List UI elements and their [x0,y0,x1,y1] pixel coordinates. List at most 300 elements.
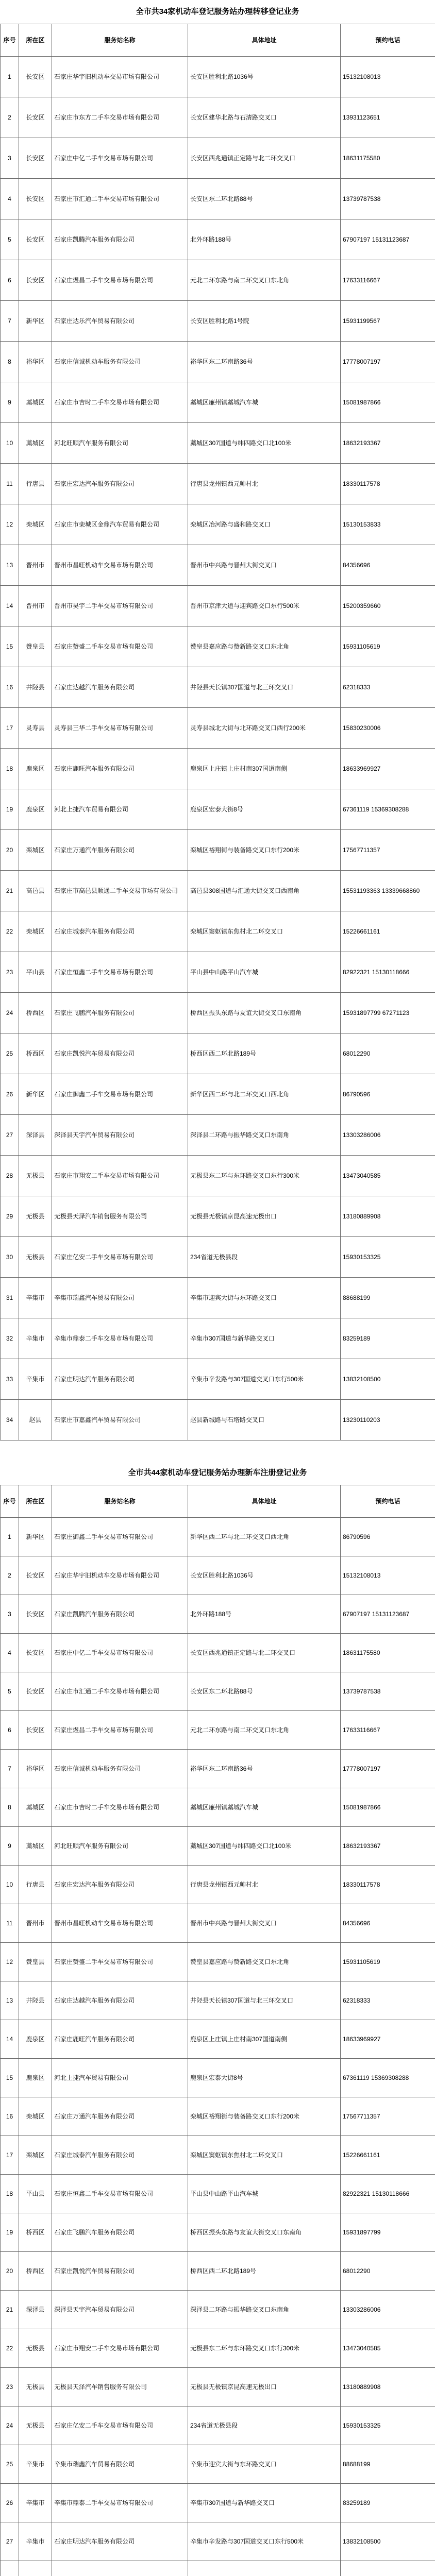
cell-no: 15 [1,2059,19,2097]
cell-address: 新华区西二环与北二环交叉口西北角 [188,1518,341,1556]
cell-address: 长安区胜利北路1号院 [188,301,341,342]
cell-name: 石家庄飞鹏汽车服务有限公司 [52,2213,188,2252]
table-row [1,423,435,464]
cell-no: 23 [1,2368,19,2406]
cell-name: 辛集市瑞鑫汽车贸易有限公司 [52,1278,188,1318]
cell-no: 18 [1,2175,19,2213]
cell-no: 23 [1,952,19,993]
table-row [1,179,435,219]
table-row [1,2561,435,2576]
cell-district: 平山县 [19,952,52,993]
cell-phone: 62318333 [341,667,435,708]
cell-address: 平山县中山路平山汽车城 [188,952,341,993]
cell-address: 无极县东二环与东环路交叉口东行300米 [188,2329,341,2368]
cell-phone: 88688199 [341,1278,435,1318]
cell-address: 234省道无极县段 [188,2406,341,2445]
cell-phone: 13303286006 [341,1115,435,1156]
cell-phone: 13180889908 [341,1196,435,1237]
cell-no: 9 [1,382,19,423]
cell-district: 栾城区 [19,911,52,952]
cell-no: 31 [1,1278,19,1318]
cell-phone: 62318333 [341,1981,435,2020]
cell-name: 石家庄市东方二手车交易市场有限公司 [52,97,188,138]
cell-name: 石家庄达越汽车服务有限公司 [52,667,188,708]
cell-address: 桥西区西二环北路189号 [188,1033,341,1074]
table-row [1,586,435,626]
cell-name: 石家庄中亿二手车交易市场有限公司 [52,1634,188,1672]
cell-phone: 83259189 [341,1318,435,1359]
table2-title: 全市共44家机动车登记服务站办理新车注册登记业务 [128,1468,307,1477]
cell-phone: 17778007197 [341,1750,435,1788]
cell-district: 长安区 [19,1672,52,1711]
cell-district: 辛集市 [19,2522,52,2561]
cell-name: 石家庄凯腾汽车服务有限公司 [52,1595,188,1634]
cell-no: 7 [1,1750,19,1788]
cell-name: 晋州市昊宇二手车交易市场有限公司 [52,586,188,626]
cell-no: 16 [1,667,19,708]
cell-name: 石家庄明达汽车服务有限公司 [52,1359,188,1400]
cell-district: 长安区 [19,1634,52,1672]
table2-body [1,1518,435,2576]
cell-district: 鹿泉区 [19,2020,52,2059]
cell-name: 深泽县天宇汽车贸易有限公司 [52,2291,188,2329]
cell-name: 石家庄凯腾汽车服务有限公司 [52,219,188,260]
cell-no: 16 [1,2097,19,2136]
cell-address: 元北二环东路与南二环交叉口东北角 [188,260,341,301]
cell-address: 无极县无极镇京昆高速无极出口 [188,1196,341,1237]
cell-name: 石家庄市高邑县顺通二手车交易市场有限公司 [52,871,188,911]
table-row [1,464,435,504]
cell-name: 石家庄明达汽车服务有限公司 [52,2522,188,2561]
cell-address: 长安区西兆通镇正定路与北二环交叉口 [188,138,341,179]
cell-district: 深泽县 [19,1115,52,1156]
cell-no: 20 [1,2252,19,2291]
cell-phone: 15226661161 [341,2136,435,2175]
cell-name: 石家庄恒鑫二手车交易市场有限公司 [52,952,188,993]
cell-no: 15 [1,626,19,667]
table-header-row [1,24,435,57]
cell-phone: 18633969927 [341,2020,435,2059]
cell-address: 桥西区西二环北路189号 [188,2252,341,2291]
cell-phone: 18631175580 [341,1634,435,1672]
cell-no: 12 [1,1943,19,1981]
table-row [1,830,435,871]
cell-district: 长安区 [19,57,52,97]
cell-district: 灵寿县 [19,708,52,749]
cell-name: 石家庄鹿旺汽车服务有限公司 [52,2020,188,2059]
cell-address: 新华区西二环与北二环交叉口西北角 [188,1074,341,1115]
cell-name: 石家庄煜昌二手车交易市场有限公司 [52,1711,188,1750]
cell-no: 11 [1,464,19,504]
cell-address: 赵县新城路与石塔路交叉口 [188,1400,341,1440]
cell-no: 11 [1,1904,19,1943]
cell-address: 桥西区振头东路与友谊大街交叉口东南角 [188,993,341,1033]
cell-name: 河北上捷汽车贸易有限公司 [52,2059,188,2097]
cell-name: 石家庄华宇旧机动车交易市场有限公司 [52,1556,188,1595]
cell-district: 赵县 [19,1400,52,1440]
cell-district: 长安区 [19,97,52,138]
cell-address: 无极县无极镇京昆高速无极出口 [188,2368,341,2406]
cell-address: 裕华区东二环南路36号 [188,1750,341,1788]
cell-phone: 15931105619 [341,626,435,667]
cell-district: 辛集市 [19,2484,52,2522]
table-row [1,626,435,667]
cell-district: 新华区 [19,1074,52,1115]
cell-name: 无极县天泽汽车销售服务有限公司 [52,1196,188,1237]
table-row [1,138,435,179]
cell-phone: 17567711357 [341,2097,435,2136]
cell-address: 赞皇县嘉应路与赞新路交叉口东北角 [188,626,341,667]
cell-address: 长安区东二环北路88号 [188,179,341,219]
cell-phone: 13180889908 [341,2368,435,2406]
cell-address: 藁城区廉州镇藁城汽车城 [188,382,341,423]
table-row [1,2406,435,2445]
table1-title: 全市共34家机动车登记服务站办理转移登记业务 [136,7,299,16]
cell-phone: 15830230006 [341,708,435,749]
cell-district: 藁城区 [19,1827,52,1866]
cell-no: 6 [1,260,19,301]
cell-no: 19 [1,789,19,830]
cell-name: 石家庄市栾城区金鼎汽车贸易有限公司 [52,504,188,545]
cell-name: 石家庄市吉时二手车交易市场有限公司 [52,382,188,423]
cell-address: 栾城区冶河路与盛和路交叉口 [188,504,341,545]
cell-district: 裕华区 [19,1750,52,1788]
cell-no: 17 [1,708,19,749]
cell-address: 辛集市辛发路与307国道交叉口东行500米 [188,2522,341,2561]
cell-phone: 13832108500 [341,1359,435,1400]
table-row [1,1595,435,1634]
cell-address: 藁城区廉州镇藁城汽车城 [188,1788,341,1827]
cell-district: 长安区 [19,1711,52,1750]
cell-address: 鹿泉区上庄镇上庄村南307国道南侧 [188,2020,341,2059]
cell-address: 元北二环东路与南二环交叉口东北角 [188,1711,341,1750]
cell-no: 7 [1,301,19,342]
table-row [1,1156,435,1196]
cell-no: 13 [1,1981,19,2020]
cell-no: 12 [1,504,19,545]
cell-name: 无极县天泽汽车销售服务有限公司 [52,2368,188,2406]
cell-address: 辛集市迎宾大街与东环路交叉口 [188,2445,341,2484]
cell-name: 石家庄市翔安二手车交易市场有限公司 [52,2329,188,2368]
cell-address: 深泽县二环路与振华路交叉口东南角 [188,1115,341,1156]
cell-address: 平山县中山路平山汽车城 [188,2175,341,2213]
cell-no: 2 [1,97,19,138]
cell-no: 17 [1,2136,19,2175]
cell-name: 辛集市鼎泰二手车交易市场有限公司 [52,1318,188,1359]
cell-district: 无极县 [19,2368,52,2406]
cell-name: 石家庄市汇通二手车交易市场有限公司 [52,179,188,219]
cell-phone: 13832108500 [341,2522,435,2561]
cell-phone: 17633116667 [341,1711,435,1750]
cell-name: 石家庄鹿旺汽车服务有限公司 [52,749,188,789]
table-row [1,2020,435,2059]
cell-district: 无极县 [19,1237,52,1278]
cell-phone: 18631175580 [341,138,435,179]
cell-no: 27 [1,1115,19,1156]
cell-name: 河北旺顺汽车服务有限公司 [52,423,188,464]
cell-name: 石家庄达乐汽车贸易有限公司 [52,301,188,342]
cell-phone: 15200359660 [341,586,435,626]
table-row [1,1788,435,1827]
cell-name: 晋州市昌旺机动车交易市场有限公司 [52,1904,188,1943]
cell-no: 13 [1,545,19,586]
cell-address: 晋州市中兴路与晋州大街交叉口 [188,545,341,586]
cell-name: 石家庄宏达汽车服务有限公司 [52,464,188,504]
table-row [1,1981,435,2020]
cell-name: 石家庄亿安二手车交易市场有限公司 [52,1237,188,1278]
cell-address: 晋州市中兴路与晋州大街交叉口 [188,1904,341,1943]
cell-name: 石家庄凯悦汽车贸易有限公司 [52,1033,188,1074]
table-row [1,97,435,138]
table-row [1,1827,435,1866]
cell-address: 鹿泉区宏泰大街8号 [188,2059,341,2097]
cell-no: 14 [1,2020,19,2059]
cell-no: 3 [1,138,19,179]
cell-name: 晋州市昌旺机动车交易市场有限公司 [52,545,188,586]
table-row [1,1278,435,1318]
cell-phone: 67907197 15131123687 [341,1595,435,1634]
table-row [1,789,435,830]
cell-address: 辛集市307国道与新华路交叉口 [188,2484,341,2522]
cell-phone: 67361119 15369308288 [341,2059,435,2097]
cell-phone: 13473040585 [341,2329,435,2368]
cell-phone: 15930153325 [341,2406,435,2445]
cell-address: 灵寿县城北大街与北环路交叉口西行200米 [188,708,341,749]
cell-district: 鹿泉区 [19,789,52,830]
cell-district: 长安区 [19,1595,52,1634]
cell-address [188,2561,341,2576]
cell-district: 晋州市 [19,1904,52,1943]
header-district: 所在区 [19,24,52,57]
cell-address: 栾城区窦妪镇东焦村北二环交叉口 [188,911,341,952]
cell-name: 石家庄市翔安二手车交易市场有限公司 [52,1156,188,1196]
cell-address: 鹿泉区上庄镇上庄村南307国道南侧 [188,749,341,789]
cell-name: 石家庄城泰汽车服务有限公司 [52,2136,188,2175]
table-row [1,1904,435,1943]
cell-phone: 68012290 [341,2252,435,2291]
cell-district: 晋州市 [19,545,52,586]
cell-district: 赞皇县 [19,1943,52,1981]
table-row [1,2484,435,2522]
cell-phone: 67907197 15131123687 [341,219,435,260]
table-row [1,1672,435,1711]
cell-district: 长安区 [19,138,52,179]
cell-no: 24 [1,993,19,1033]
table-row [1,1634,435,1672]
cell-district: 桥西区 [19,1033,52,1074]
cell-address: 辛集市迎宾大街与东环路交叉口 [188,1278,341,1318]
table-row [1,504,435,545]
table-row [1,2213,435,2252]
table-row [1,2368,435,2406]
cell-phone: 15931897799 [341,2213,435,2252]
table-row [1,2252,435,2291]
cell-no [1,2561,19,2576]
cell-name: 辛集市瑞鑫汽车贸易有限公司 [52,2445,188,2484]
cell-phone: 18330117578 [341,464,435,504]
cell-name: 石家庄赞盛二手车交易市场有限公司 [52,626,188,667]
cell-phone: 18633969927 [341,749,435,789]
cell-phone: 13230110203 [341,1400,435,1440]
cell-name: 石家庄城泰汽车服务有限公司 [52,911,188,952]
cell-no: 4 [1,1634,19,1672]
cell-name: 石家庄凯悦汽车贸易有限公司 [52,2252,188,2291]
table-row [1,1518,435,1556]
cell-name [52,2561,188,2576]
cell-address: 晋州市京津大道与迎宾路交口东行500米 [188,586,341,626]
cell-district: 无极县 [19,1156,52,1196]
cell-no: 20 [1,830,19,871]
cell-district: 辛集市 [19,1318,52,1359]
cell-phone: 17567711357 [341,830,435,871]
cell-phone: 13473040585 [341,1156,435,1196]
cell-address: 高邑县308国道与汇通大街交叉口西南角 [188,871,341,911]
cell-name: 河北旺顺汽车服务有限公司 [52,1827,188,1866]
cell-phone: 18632193367 [341,423,435,464]
cell-district: 深泽县 [19,2291,52,2329]
cell-district: 桥西区 [19,993,52,1033]
cell-district: 藁城区 [19,1788,52,1827]
cell-name: 石家庄达越汽车服务有限公司 [52,1981,188,2020]
table-row [1,301,435,342]
cell-phone: 15081987866 [341,1788,435,1827]
cell-phone: 86790596 [341,1518,435,1556]
cell-no: 32 [1,1318,19,1359]
cell-address: 无极县东二环与东环路交叉口东行300米 [188,1156,341,1196]
header-address: 具体地址 [188,1485,341,1518]
cell-no: 33 [1,1359,19,1400]
table-row [1,2136,435,2175]
cell-name: 石家庄华宇旧机动车交易市场有限公司 [52,57,188,97]
cell-district: 长安区 [19,179,52,219]
table-row [1,952,435,993]
cell-district: 行唐县 [19,464,52,504]
cell-phone: 15931897799 67271123 [341,993,435,1033]
cell-no: 1 [1,1518,19,1556]
cell-name: 石家庄御鑫二手车交易市场有限公司 [52,1074,188,1115]
cell-address: 北外环路188号 [188,219,341,260]
cell-phone: 82922321 15130118666 [341,2175,435,2213]
cell-district: 晋州市 [19,586,52,626]
table-row [1,2445,435,2484]
cell-address: 藁城区307国道与纬四路交口北100米 [188,423,341,464]
cell-no: 10 [1,423,19,464]
table-row [1,1033,435,1074]
cell-phone: 18632193367 [341,1827,435,1866]
header-district: 所在区 [19,1485,52,1518]
cell-address: 赞皇县嘉应路与赞新路交叉口东北角 [188,1943,341,1981]
cell-district: 高邑县 [19,871,52,911]
cell-phone: 82922321 15130118666 [341,952,435,993]
table-row [1,219,435,260]
table-header-row [1,1485,435,1518]
cell-address: 长安区建华北路与石清路交叉口 [188,97,341,138]
table-row [1,260,435,301]
table-row [1,1943,435,1981]
table-row [1,545,435,586]
table-row [1,2059,435,2097]
cell-no: 21 [1,871,19,911]
table-row [1,708,435,749]
table-row [1,1237,435,1278]
cell-no: 6 [1,1711,19,1750]
cell-name: 深泽县天宇汽车贸易有限公司 [52,1115,188,1156]
table-row [1,749,435,789]
cell-name: 石家庄市汇通二手车交易市场有限公司 [52,1672,188,1711]
cell-phone: 83259189 [341,2484,435,2522]
cell-name: 石家庄飞鹏汽车服务有限公司 [52,993,188,1033]
cell-address: 井陉县天长镇307国道与北三环交叉口 [188,667,341,708]
cell-no: 27 [1,2522,19,2561]
cell-no: 21 [1,2291,19,2329]
cell-district: 藁城区 [19,423,52,464]
cell-district: 赞皇县 [19,626,52,667]
table-row [1,667,435,708]
cell-district: 栾城区 [19,830,52,871]
cell-name: 石家庄中亿二手车交易市场有限公司 [52,138,188,179]
table-row [1,2329,435,2368]
cell-phone: 68012290 [341,1033,435,1074]
cell-no: 24 [1,2406,19,2445]
cell-phone: 13303286006 [341,2291,435,2329]
header-no: 序号 [1,1485,19,1518]
table-row [1,1074,435,1115]
cell-district: 新华区 [19,1518,52,1556]
header-no: 序号 [1,24,19,57]
cell-phone: 13739787538 [341,179,435,219]
section-register [0,1461,435,2576]
table-row [1,1711,435,1750]
cell-no: 8 [1,1788,19,1827]
cell-district: 桥西区 [19,2252,52,2291]
cell-district: 藁城区 [19,382,52,423]
cell-district: 新华区 [19,301,52,342]
cell-no: 25 [1,1033,19,1074]
cell-district: 裕华区 [19,342,52,382]
cell-name: 河北上捷汽车贸易有限公司 [52,789,188,830]
cell-district: 辛集市 [19,1278,52,1318]
cell-no: 5 [1,1672,19,1711]
cell-phone: 15132108013 [341,57,435,97]
cell-phone: 15931105619 [341,1943,435,1981]
cell-no: 4 [1,179,19,219]
cell-name: 石家庄市嘉鑫汽车贸易有限公司 [52,1400,188,1440]
cell-district: 辛集市 [19,1359,52,1400]
cell-no: 22 [1,911,19,952]
table-row [1,1556,435,1595]
cell-name: 石家庄亿安二手车交易市场有限公司 [52,2406,188,2445]
cell-phone: 15132108013 [341,1556,435,1595]
table1-body [1,57,435,1440]
cell-no: 28 [1,1156,19,1196]
cell-phone: 18330117578 [341,1866,435,1904]
cell-no: 26 [1,2484,19,2522]
cell-address: 栾城区窦妪镇东焦村北二环交叉口 [188,2136,341,2175]
cell-no: 14 [1,586,19,626]
cell-no: 30 [1,1237,19,1278]
table-row [1,382,435,423]
table-row [1,1318,435,1359]
cell-district: 长安区 [19,1556,52,1595]
cell-address: 桥西区振头东路与友谊大街交叉口东南角 [188,2213,341,2252]
cell-no: 10 [1,1866,19,1904]
cell-no: 9 [1,1827,19,1866]
cell-no: 5 [1,219,19,260]
cell-district: 栾城区 [19,2097,52,2136]
cell-name: 石家庄万通汽车服务有限公司 [52,830,188,871]
cell-district: 桥西区 [19,2213,52,2252]
cell-phone: 15930153325 [341,1237,435,1278]
